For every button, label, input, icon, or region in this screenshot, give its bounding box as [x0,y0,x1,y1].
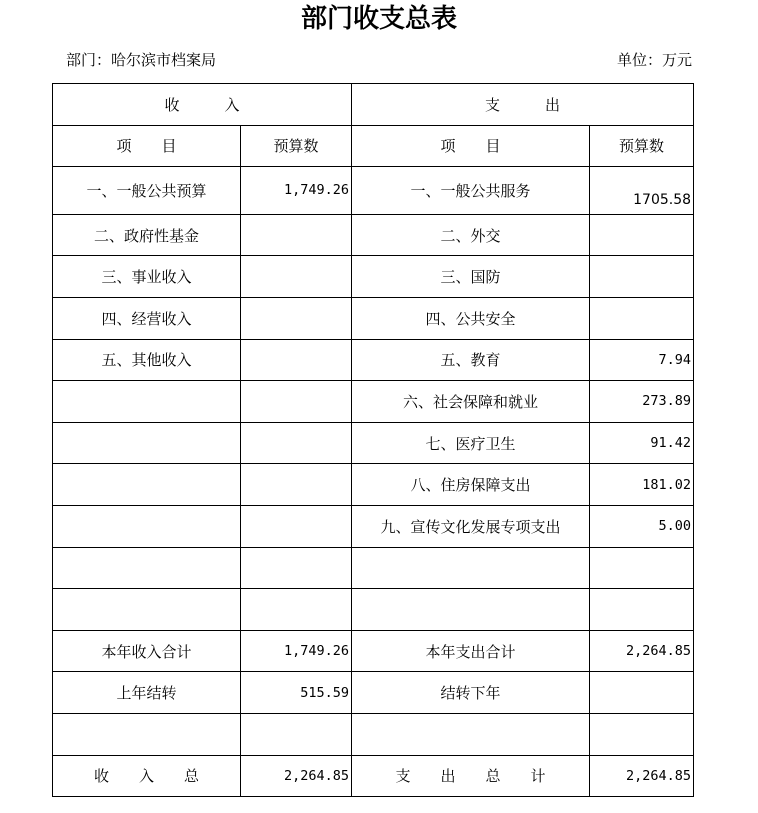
income-value: 515.59 [241,672,352,714]
expense-item: 七、医疗卫生 [352,422,590,464]
income-item [53,547,241,589]
table-row [53,464,694,506]
expense-value [590,589,694,631]
income-item-header: 项 目 [53,125,241,167]
expense-item-header: 项 目 [352,125,590,167]
income-value: 1,749.26 [241,630,352,672]
income-value [241,381,352,423]
expense-value: 5.00 [590,505,694,547]
income-item: 本年收入合计 [53,630,241,672]
expense-value [590,214,694,256]
expense-item: 结转下年 [352,672,590,714]
expense-item [352,589,590,631]
income-item [53,713,241,755]
table-row [53,214,694,256]
expense-budget-header: 预算数 [590,125,694,167]
expense-value [590,256,694,298]
table-row [53,589,694,631]
expense-item: 二、外交 [352,214,590,256]
income-value [241,256,352,298]
expense-item [352,713,590,755]
department-label: 部门：哈尔滨市档案局 [66,51,217,69]
expense-value [590,713,694,755]
income-section-header: 收 入 [53,84,352,126]
expense-item [352,547,590,589]
table-row [53,630,694,672]
income-item [53,464,241,506]
table-row [53,713,694,755]
expense-value: 91.42 [590,422,694,464]
table-row [53,381,694,423]
income-item: 三、事业收入 [53,256,241,298]
table-row [53,505,694,547]
income-value [241,589,352,631]
page-title: 部门收支总表 [300,4,457,34]
table-row [53,167,694,215]
table-row [53,672,694,714]
income-item [53,422,241,464]
income-value [241,464,352,506]
expense-item: 五、教育 [352,339,590,381]
income-budget-header: 预算数 [241,125,352,167]
expense-value [590,672,694,714]
header-row-columns [53,125,694,167]
income-total-value: 2,264.85 [241,755,352,797]
expense-item: 八、住房保障支出 [352,464,590,506]
income-value [241,339,352,381]
income-value: 1,749.26 [241,167,352,215]
expense-item: 一、一般公共服务 [352,167,590,215]
expense-value: 2,264.85 [590,630,694,672]
income-value [241,713,352,755]
income-item [53,505,241,547]
expense-item: 本年支出合计 [352,630,590,672]
expense-total-label: 支 出 总 计 [352,755,590,797]
expense-item: 六、社会保障和就业 [352,381,590,423]
income-value [241,547,352,589]
expense-value: 181.02 [590,464,694,506]
expense-item: 九、宣传文化发展专项支出 [352,505,590,547]
cropped-footer-text [0,803,758,813]
cropped-footer-glyphs [312,807,327,813]
unit-label: 单位：万元 [616,51,692,69]
expense-item: 三、国防 [352,256,590,298]
income-item [53,381,241,423]
table-row [53,547,694,589]
expense-value: 273.89 [590,381,694,423]
income-value [241,297,352,339]
table-row [53,297,694,339]
expense-value [590,547,694,589]
expense-total-value: 2,264.85 [590,755,694,797]
expense-section-header: 支 出 [352,84,694,126]
income-item: 一、一般公共预算 [53,167,241,215]
income-item: 五、其他收入 [53,339,241,381]
expense-item: 四、公共安全 [352,297,590,339]
income-item: 四、经营收入 [53,297,241,339]
table-row [53,339,694,381]
income-total-label: 收 入 总 [53,755,241,797]
income-item: 上年结转 [53,672,241,714]
budget-table [52,83,694,797]
income-value [241,214,352,256]
income-item: 二、政府性基金 [53,214,241,256]
expense-value: 1705.58 [590,167,694,215]
table-row [53,256,694,298]
expense-value: 7.94 [590,339,694,381]
expense-value [590,297,694,339]
header-row-sections [53,84,694,126]
table-row [53,422,694,464]
income-value [241,505,352,547]
income-item [53,589,241,631]
income-value [241,422,352,464]
table-row-grand-total [53,755,694,797]
